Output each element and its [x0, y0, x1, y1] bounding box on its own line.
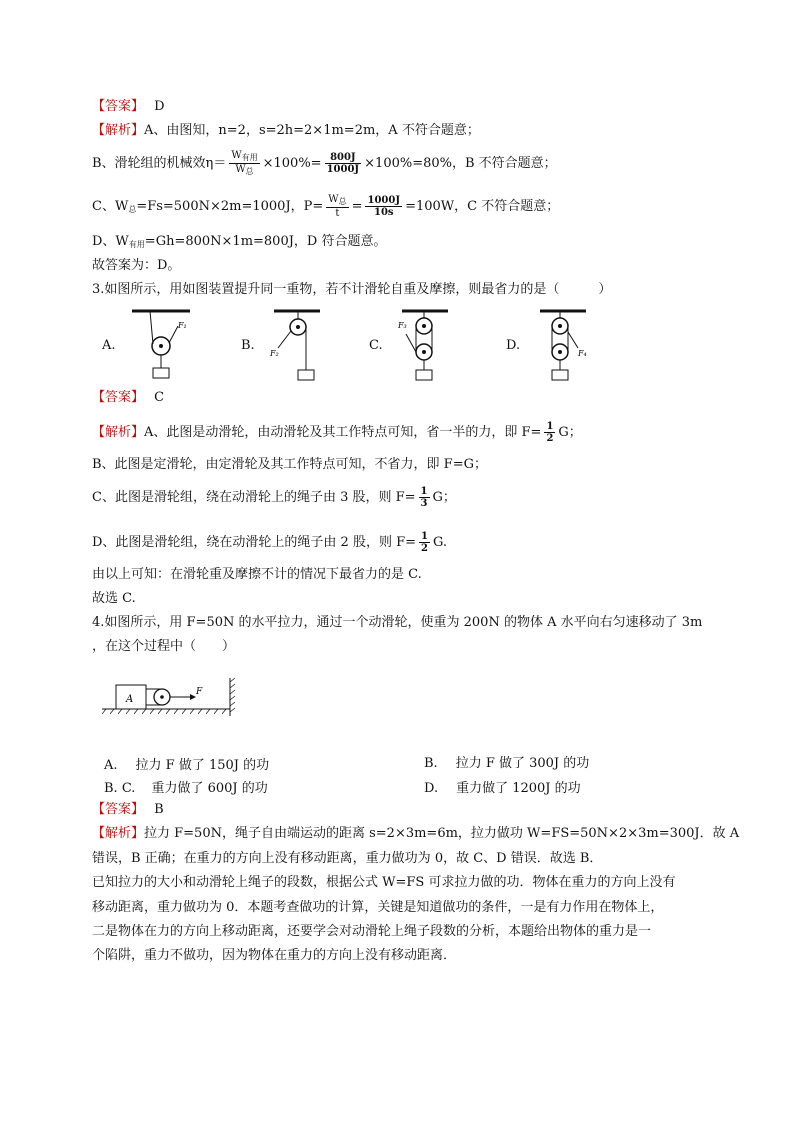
weight-block: [416, 370, 432, 380]
q2-b-frac1: [229, 150, 259, 177]
q2-b-frac1-num: W: [231, 150, 242, 161]
q4-analysis-3: 已知拉力的大小和动滑轮上绳子的段数，根据公式 W=FS 可求拉力做的功．物体在重力的方向上没有: [92, 875, 676, 890]
fixed-axle: [422, 324, 426, 328]
weight-block: [298, 370, 314, 380]
q3-option-a-label[interactable]: A.: [102, 338, 116, 353]
q2-b-post: ×100%=80%，B 不符合题意；: [364, 156, 557, 171]
q2-b-frac1-den-sub: 总: [245, 167, 254, 176]
q4-option-c[interactable]: [104, 777, 268, 796]
q4-stem-1: 4.如图所示，用 F=50N 的水平拉力，通过一个动滑轮，使重为 200N 的物体 A 水平向右匀速移动了 3m: [92, 615, 703, 630]
q3-option-c-label[interactable]: C.: [369, 338, 383, 353]
q4-option-d[interactable]: [424, 777, 581, 796]
pulley-axle: [160, 695, 164, 699]
q2-c-post: =100W，C 不符合题意；: [405, 199, 560, 214]
answer-label: 【答案】: [92, 802, 145, 817]
q3-a-frac-den: 2: [546, 433, 554, 444]
q2-answer-line: [92, 97, 165, 117]
q4-option-d-letter: D.: [424, 781, 439, 796]
force-label: F₄: [578, 349, 587, 358]
block-label: A: [126, 694, 134, 705]
q3-option-b-label[interactable]: B.: [241, 338, 255, 353]
analysis-label: 【解析】: [92, 826, 145, 841]
rope-pull: [406, 334, 416, 352]
q2-analysis-a-text: A、由图知，n=2，s=2h=2×1m=2m，A 不符合题意；: [144, 123, 480, 138]
q3-analysis-d: [92, 530, 447, 556]
q3-c-frac: [419, 486, 430, 509]
q4-option-a-letter: A.: [104, 758, 118, 773]
q2-c-frac2-num: 1000J: [367, 195, 401, 206]
answer-label: 【答案】: [92, 99, 145, 114]
q2-analysis-d: [92, 232, 387, 255]
q4-option-b-letter: B.: [424, 756, 438, 771]
rope-pull: [169, 326, 178, 343]
analysis-label: 【解析】: [92, 425, 145, 440]
q4-analysis-6: 个陷阱，重力不做功，因为物体在重力的方向上没有移动距离．: [92, 948, 457, 963]
q2-c-frac1-num-sub: 总: [338, 197, 347, 206]
q2-c-eq: =: [351, 199, 363, 214]
q4-option-a[interactable]: [104, 754, 269, 773]
q4-option-a-text: 拉力 F 做了 150J 的功: [135, 758, 270, 773]
analysis-label: 【解析】: [92, 123, 145, 138]
force-label: F₂: [270, 349, 279, 358]
q4-option-b-text: 拉力 F 做了 300J 的功: [455, 756, 590, 771]
q2-d-sub: 有用: [128, 240, 145, 249]
q3-summary: 由以上可知：在滑轮重及摩擦不计的情况下最省力的是 C.: [92, 567, 422, 582]
q2-d-pre: D、W: [92, 234, 129, 249]
q3-figure-c: [396, 306, 456, 386]
q4-option-c-letter: B. C.: [104, 781, 136, 796]
q4-answer-value: B: [154, 802, 164, 817]
q3-stem: 3.如图所示，用如图装置提升同一重物，若不计滑轮自重及摩擦，则最省力的是（ ）: [92, 282, 612, 297]
q3-c-pre: C、此图是滑轮组，绕在动滑轮上的绳子由 3 股，则 F=: [92, 490, 416, 505]
q4-figure: [102, 676, 242, 720]
q4-stem-2: ，在这个过程中（ ）: [92, 639, 236, 654]
force-label: F₁: [178, 321, 187, 330]
weight-block: [552, 370, 568, 380]
q3-analysis-b: B、此图是定滑轮，由定滑轮及其工作特点可知，不省力，即 F=G；: [92, 457, 487, 472]
ground-hatch: [102, 709, 226, 714]
rope-pull: [278, 331, 291, 348]
pulley-axle: [296, 325, 300, 329]
q2-b-frac2-den: 1000J: [326, 164, 360, 175]
q2-b-frac1-num-sub: 有用: [241, 153, 258, 162]
q2-b-pre: B、滑轮组的机械效η＝: [92, 156, 227, 171]
q3-a-pre: A、此图是动滑轮，由动滑轮及其工作特点可知，省一半的力，即 F=: [144, 425, 542, 440]
q2-b-frac2-num: 800J: [325, 152, 362, 164]
q3-figure-a: [128, 306, 198, 386]
q2-conclusion: 故答案为：D。: [92, 258, 181, 273]
q4-analysis-1: [92, 824, 739, 844]
force-label: F: [196, 687, 203, 697]
q3-a-frac: [544, 421, 555, 444]
weight-block: [153, 368, 169, 378]
q2-d-post: =Gh=800N×1m=800J，D 符合题意。: [144, 234, 387, 249]
q2-c-frac1-den: t: [335, 208, 340, 219]
q3-d-pre: D、此图是滑轮组，绕在动滑轮上的绳子由 2 股，则 F=: [92, 535, 417, 550]
q2-answer-value: D: [154, 99, 165, 114]
q3-option-d-label[interactable]: D.: [506, 338, 521, 353]
q4-answer-line: [92, 800, 164, 820]
q3-answer-value: C: [154, 390, 165, 405]
force-label: F₃: [398, 321, 407, 330]
rope-fixed: [150, 311, 153, 344]
q4-analysis-4: 移动距离，重力做功为 0．本题考查做功的计算，关键是知道做功的条件，一是有力作用在物体上，: [92, 900, 664, 915]
q2-analysis-c: [92, 192, 559, 225]
q3-figure-b: [268, 306, 328, 386]
q3-d-post: G.: [432, 535, 448, 550]
q2-c-pre: C、W: [92, 199, 129, 214]
answer-label: 【答案】: [92, 390, 145, 405]
q3-answer-line: [92, 388, 164, 408]
q3-conclusion: 故选 C.: [92, 591, 136, 606]
q4-option-b[interactable]: [424, 752, 589, 771]
q4-option-d-text: 重力做了 1200J 的功: [456, 781, 581, 796]
q2-b-mid: ×100%=: [262, 156, 322, 171]
q2-c-frac1: [326, 194, 348, 219]
fixed-axle: [558, 324, 562, 328]
q3-d-frac-den: 2: [421, 543, 428, 554]
q2-c-mid: =Fs=500N×2m=1000J，P=: [136, 199, 324, 214]
q2-c-frac2: [365, 195, 402, 218]
q4-analysis-2: 错误，B 正确；在重力的方向上没有移动距离，重力做功为 0，故 C、D 错误．故选 B．: [92, 851, 603, 866]
q3-c-frac-num: 1: [420, 486, 428, 497]
q2-analysis-a: [92, 121, 480, 141]
q4-analysis-1-text: 拉力 F=50N，绳子自由端运动的距离 s=2×3m=6m，拉力做功 W=FS=50N×2×3m=300J．故 A: [144, 826, 740, 841]
q3-a-frac-num: 1: [546, 421, 554, 432]
q3-c-frac-den: 3: [420, 498, 428, 509]
movable-axle: [558, 350, 562, 354]
q2-c-frac2-den: 10s: [374, 207, 394, 218]
q3-c-post: G；: [432, 490, 456, 505]
movable-axle: [422, 350, 426, 354]
q3-a-post: G；: [558, 425, 582, 440]
q4-analysis-5: 二是物体在力的方向上移动距离，还要学会对动滑轮上绳子段数的分析，本题给出物体的重力是一: [92, 924, 652, 939]
q2-b-frac1-den: W: [235, 164, 246, 175]
q3-analysis-c: [92, 485, 456, 511]
q3-figure-d: [534, 306, 594, 386]
wall-hatch: [230, 678, 235, 712]
q3-d-frac-num: 1: [421, 531, 428, 542]
q2-c-frac1-num: W: [328, 194, 339, 205]
q4-option-c-text: 重力做了 600J 的功: [151, 781, 268, 796]
q2-analysis-b: [92, 150, 557, 177]
q2-b-frac2: [325, 152, 362, 175]
q2-c-sub: 总: [128, 205, 137, 214]
q3-analysis-a: [92, 420, 582, 446]
pulley-axle: [159, 344, 163, 348]
q3-d-frac: [419, 531, 430, 554]
rope-pull: [568, 332, 578, 348]
